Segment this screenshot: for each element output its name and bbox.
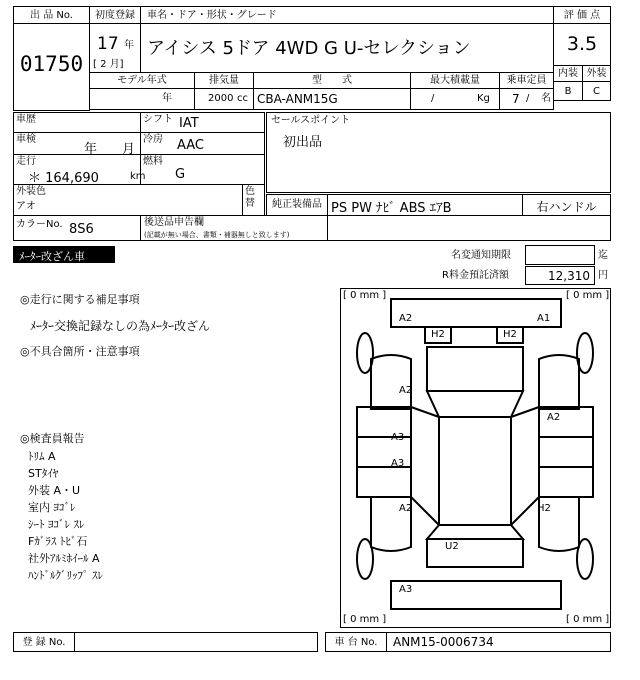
damage-mark: A3 [391,458,405,469]
shift-value: IAT [179,116,199,131]
post-docs-note: (記載が無い場合、書類・補器無しと致します) [144,231,290,239]
color-no-label: カラーNo. [16,219,63,230]
interior-grade-cell [553,81,583,101]
inspector-title: ◎検査員報告 [20,432,85,445]
capacity-unit: 名 [541,93,551,104]
lot-number-cell [13,23,90,111]
lot-label: 出 品 No. [30,10,73,21]
tag-top-left: [ 0 mm ] [343,290,387,301]
capacity-label-cell [499,72,554,89]
car-name-label-cell [140,6,554,24]
max-load-label: 最大積載量 [430,75,480,86]
handle-cell [522,194,611,216]
ext-color-cell [13,184,265,216]
wheel-rear-left [357,539,373,579]
tailgate [427,539,523,567]
model-year-label-cell [89,72,195,89]
sales-point-cell [266,112,611,193]
max-load-cell [410,88,500,110]
inspector-list [28,448,103,584]
inspection-year-unit: 年 [84,142,98,157]
fuel-label: 燃料 [143,156,163,167]
max-load-unit: Kg [477,93,490,104]
equipment-label: 純正装備品 [272,199,322,210]
car-outline-svg [341,289,610,627]
ac-value: AAC [177,138,204,153]
lot-label-cell [13,6,90,24]
wheel-front-left [357,333,373,373]
shift-label: シフト [143,114,173,125]
color-no-cell [13,215,141,241]
equipment-label-cell [266,194,328,216]
notice-box [525,245,595,265]
first-reg-month: [ 2 月] [93,59,124,70]
color-no-value: 8S6 [69,222,94,237]
first-reg-label-cell [89,6,141,24]
first-reg-year: 17 [97,34,119,54]
front-bumper [391,299,561,327]
inspector-line: ﾊﾝﾄﾞﾙｸﾞﾘｯﾌﾟ ｽﾚ [28,569,103,582]
color-change-label: 色替 [245,186,255,209]
car-name-label: 車名・ドア・形状・グレード [147,10,277,21]
sales-point-label: セールスポイント [271,115,351,126]
damage-diagram [340,288,611,628]
damage-mark: A3 [399,584,413,595]
damage-mark: H2 [503,329,517,340]
exterior-grade-cell [582,81,611,101]
wheel-front-right [577,333,593,373]
ac-cell [140,132,265,155]
first-reg-cell [89,23,141,73]
ext-color-value: アオ [16,201,36,212]
exterior-grade: C [593,86,600,97]
inspector-line: 室内 ﾖｺﾞﾚ [28,501,76,514]
reg-no-cell [74,632,318,652]
damage-mark: U2 [445,541,459,552]
ac-label: 冷房 [143,134,163,145]
displacement-cell [194,88,254,110]
chassis-value: ANM15-0006734 [393,635,494,649]
sales-point-value: 初出品 [283,135,323,150]
score-label-cell [553,6,611,24]
inspector-line: 社外ｱﾙﾐﾎｲｰﾙ A [28,552,100,565]
interior-grade: B [564,86,572,97]
notice-label: 名変通知期限 [451,250,511,261]
score-cell [553,23,611,66]
front-fender-right [539,355,579,409]
front-fender-left [371,355,411,409]
recycle-value: 12,310 [548,269,590,283]
max-load-label-cell [410,72,500,89]
blank-cell [327,215,611,241]
type-label: 型 式 [312,75,352,86]
mileage-unit: km [130,171,146,182]
post-docs-label: 後送品申告欄 [144,217,204,228]
model-year-label: モデル年式 [117,75,167,86]
interior-label-cell [553,65,583,82]
equipment-value: PS PW ﾅﾋﾞ ABS ｴｱB [331,201,452,216]
history-label: 車歴 [16,114,36,125]
recycle-label: R料金預託済額 [442,270,509,281]
damage-mark: A2 [547,412,561,423]
roof [439,417,511,525]
displacement-label: 排気量 [209,75,239,86]
type-value: CBA-ANM15G [257,92,338,106]
exterior-label: 外装 [586,68,607,79]
damage-mark: A3 [391,432,405,443]
first-reg-label: 初度登録 [95,10,135,21]
damage-mark: A2 [399,385,413,396]
driving-text: ﾒｰﾀｰ交換記録なしの為ﾒｰﾀｰ改ざん [30,319,211,333]
car-name: アイシス 5ドア 4WD G U-セレクション [147,38,471,59]
fuel-value: G [175,167,186,182]
rear-bumper [391,581,561,609]
displacement-unit: cc [237,93,248,104]
inspection-label: 車検 [16,134,36,145]
post-docs-cell [140,215,328,241]
model-year-unit: 年 [162,93,172,104]
handle-value: 右ハンドル [536,200,597,214]
inspector-line: ﾄﾘﾑ A [28,450,56,463]
interior-label: 内装 [558,68,578,79]
displacement-value: 2000 [208,93,234,104]
chassis-cell [386,632,611,652]
recycle-unit: 円 [598,270,608,281]
inspector-line: Fｶﾞﾗｽ ﾄﾋﾞ石 [28,535,88,548]
damage-mark: H2 [431,329,445,340]
fuel-cell [140,154,265,185]
inspector-line: STﾀｲﾔ [28,467,59,480]
first-reg-year-unit: 年 [124,40,134,51]
damage-mark: H2 [537,503,551,514]
type-label-cell [253,72,411,89]
shift-cell [140,112,265,133]
equipment-cell [327,194,523,216]
defects-title: ◎不具合箇所・注意事項 [20,345,140,358]
max-load-slash: / [431,93,435,104]
car-name-cell [140,23,554,73]
score-label: 評 価 点 [563,10,601,21]
mileage-cell [13,154,146,186]
capacity-cell [499,88,554,110]
inspection-cell [13,132,141,155]
mileage-label: 走行 [16,156,36,167]
score-value: 3.5 [566,33,598,55]
ext-color-divider [242,185,243,215]
tag-bottom-left: [ 0 mm ] [343,614,387,625]
rear-glass [427,525,523,539]
inspector-line: 外装 A・U [28,484,81,497]
history-cell [13,112,141,133]
tag-bottom-right: [ 0 mm ] [566,614,610,625]
meter-tampered-badge [13,246,115,263]
tag-top-right: [ 0 mm ] [566,290,610,301]
mileage-value: ＊ 164,690 [28,171,99,186]
recycle-box [525,266,595,285]
displacement-label-cell [194,72,254,89]
capacity-slash: / [526,93,530,104]
model-year-cell [89,88,195,110]
chassis-label-cell [325,632,387,652]
exterior-label-cell [582,65,611,82]
lot-number: 01750 [19,52,84,76]
reg-no-label: 登 録 No. [22,637,66,648]
hood [427,347,523,391]
chassis-label: 車 台 No. [334,637,378,648]
reg-no-label-cell [13,632,75,652]
wheel-rear-right [577,539,593,579]
inspector-line: ｼｰﾄ ﾖｺﾞﾚ ｽﾚ [28,518,85,531]
windshield [427,391,523,417]
inspection-month-unit: 月 [122,142,136,157]
ext-color-label: 外装色 [16,186,46,197]
side-panel-left [357,407,411,497]
driving-title: ◎走行に関する補足事項 [20,293,140,306]
meter-tampered-text: ﾒｰﾀｰ改ざん車 [19,250,85,263]
damage-mark: A2 [399,313,413,324]
capacity-label: 乗車定員 [506,75,547,86]
type-cell [253,88,411,110]
damage-mark: A1 [537,313,551,324]
damage-mark: A2 [399,503,413,514]
notice-unit: 迄 [598,250,608,261]
capacity-value: 7 [512,92,520,106]
